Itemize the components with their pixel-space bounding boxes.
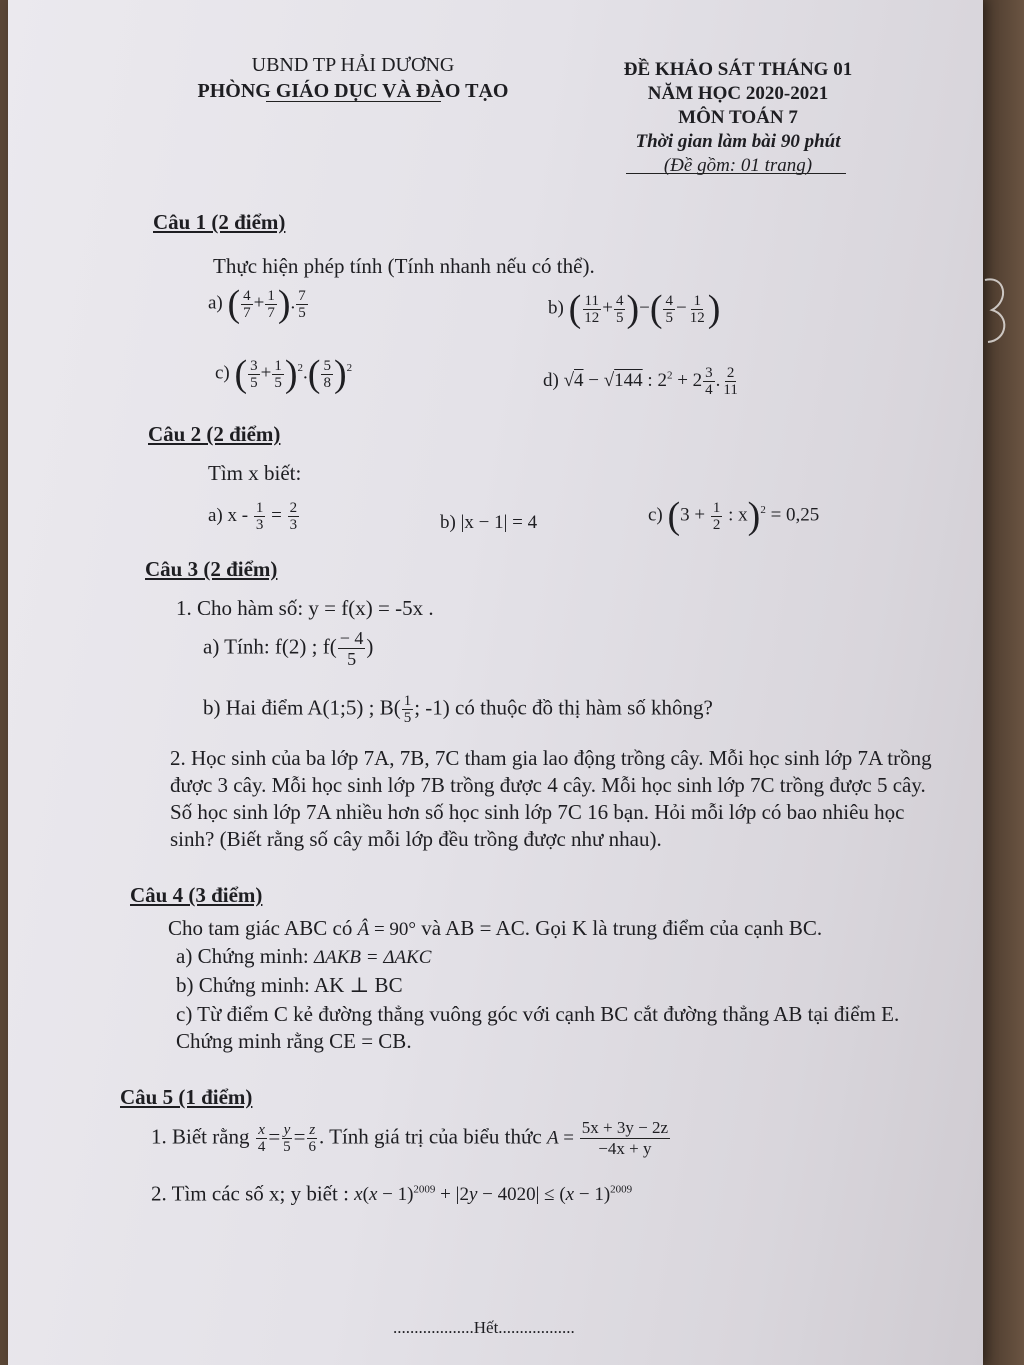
exam-title: ĐỀ KHẢO SÁT THÁNG 01 xyxy=(623,59,853,80)
label-c: c) xyxy=(215,362,230,384)
question-3-item-1a: a) Tính: f(2) ; f( $\frac{- 4}{5}$ ) xyxy=(203,628,374,669)
question-4-intro: Cho tam giác ABC có Â = 90° và AB = AC. Gọi K là trung điểm của cạnh BC. xyxy=(168,916,823,940)
question-1-intro: Thực hiện phép tính (Tính nhanh nếu có thể). xyxy=(213,254,595,278)
question-3-item-1b: b) Hai điểm A(1;5) ; B( $\frac{1}{5}$ ; -1) có thuộc đồ thị hàm số không? xyxy=(203,693,713,726)
question-1d: d) √4 − √144 : $2^2 + 2$ $\frac{3}{4}$ . $\frac{2}{11}$ xyxy=(543,365,738,398)
question-5-item-2: 2. Tìm các số x; y biết : $x(x - 1)^{2009} + |2y - 4020| \le (x - 1)^{2009}$ xyxy=(151,1181,633,1206)
end-marker: ...................Hết.................. xyxy=(393,1318,575,1337)
subject: MÔN TOÁN 7 xyxy=(678,107,798,128)
intro-suffix: và AB = AC. Gọi K là trung điểm của cạnh BC. xyxy=(421,916,823,940)
header-left xyxy=(178,52,528,104)
question-2b xyxy=(440,512,537,534)
exam-paper xyxy=(8,0,983,1365)
abs-equation: |x − 1| = 4 xyxy=(460,512,538,533)
school-year: NĂM HỌC 2020-2021 xyxy=(647,83,829,104)
item-2-prefix: 2. Tìm các số x; y biết : xyxy=(151,1181,349,1206)
question-5-item-1: 1. Biết rằng $\frac{x}{4}$ = $\frac{y}{5}$ = $\frac{z}{6}$ . Tính giá trị của biểu thức A = $\frac{5x + 3y - 2z}{-4x + y}$ xyxy=(151,1118,668,1158)
item-1b-suffix: ; -1) có thuộc đồ thị hàm số không? xyxy=(414,695,713,720)
question-1-title: Câu 1 (2 điểm) xyxy=(153,210,286,234)
question-1b: b) ( $\frac{11}{12}$ + $\frac{4}{5}$ )−( $\frac{4}{5}$ − $\frac{1}{12}$ ) xyxy=(548,288,721,330)
question-4c: c) Từ điểm C kẻ đường thẳng vuông góc với cạnh BC cắt đường thẳng AB tại điểm E. Chứng minh rằng CE = CB. xyxy=(176,1002,900,1053)
header-right-underline xyxy=(626,173,846,174)
question-3-item-2: 2. Học sinh của ba lớp 7A, 7B, 7C tham gia lao động trồng cây. Mỗi học sinh lớp 7A trồng được 3 cây. Mỗi học sinh lớp 7B trồng được 4 cây. Mỗi học sinh lớp 7C trồng được 5 cây. Số học sinh lớp 7A nhiều hơn số học sinh lớp 7C 16 bạn. Hỏi mỗi lớp có bao nhiêu học sinh? (Biết rằng số cây mỗi lớp đều trồng được như nhau). xyxy=(170,746,932,851)
label-a: a) xyxy=(208,504,223,526)
item-1-prefix: 1. Biết rằng xyxy=(151,1124,250,1149)
label-b: b) xyxy=(440,512,456,533)
label-d: d) xyxy=(543,369,559,391)
intro-prefix: Cho tam giác ABC có xyxy=(168,916,353,940)
label-c: c) xyxy=(648,504,663,526)
page-count: (Đề gồm: 01 trang) xyxy=(663,155,813,176)
question-1a: a) ( $\frac{4}{7}$ + $\frac{1}{7}$ ). $\frac{7}{5}$ xyxy=(208,283,306,325)
header-underline xyxy=(266,101,441,102)
label-a: a) xyxy=(208,292,223,314)
question-2a: a) x - $\frac{1}{3}$ = $\frac{2}{3}$ xyxy=(208,500,298,533)
congruence-expression: ΔAKB = ΔAKC xyxy=(313,947,432,968)
question-4b: b) Chứng minh: AK ⊥ BC xyxy=(176,973,403,997)
item-a-text: a) Chứng minh: xyxy=(176,944,309,968)
header-right xyxy=(598,58,878,178)
duration: Thời gian làm bài 90 phút xyxy=(635,131,841,152)
question-2c: c) (3 + $\frac{1}{2}$ : x)$^2$ = 0,25 xyxy=(648,495,820,537)
label-b: b) xyxy=(548,297,564,319)
question-1c: c) ( $\frac{3}{5}$ + $\frac{1}{5}$ )$^2$.( $\frac{5}{8}$ )$^2$ xyxy=(215,353,353,395)
question-3-title: Câu 3 (2 điểm) xyxy=(145,557,278,581)
item-1b-prefix: b) Hai điểm A(1;5) ; B( xyxy=(203,695,401,720)
department-name: UBND TP HẢI DƯƠNG xyxy=(251,54,455,76)
question-2-intro: Tìm x biết: xyxy=(208,461,302,485)
pen-mark-icon xyxy=(980,270,1020,350)
question-4-title: Câu 4 (3 điểm) xyxy=(130,883,263,907)
question-4a xyxy=(176,943,431,971)
item-1a-text: a) Tính: f(2) ; f( xyxy=(203,634,337,659)
question-5-title: Câu 5 (1 điểm) xyxy=(120,1085,253,1109)
equation-rhs: = 0,25 xyxy=(770,504,820,526)
office-name: PHÒNG GIÁO DỤC VÀ ĐÀO TẠO xyxy=(197,80,509,102)
item-1-suffix: . Tính giá trị của biểu thức xyxy=(319,1124,542,1149)
question-3-item-1: 1. Cho hàm số: y = f(x) = -5x . xyxy=(176,596,434,620)
question-2-title: Câu 2 (2 điểm) xyxy=(148,422,281,446)
